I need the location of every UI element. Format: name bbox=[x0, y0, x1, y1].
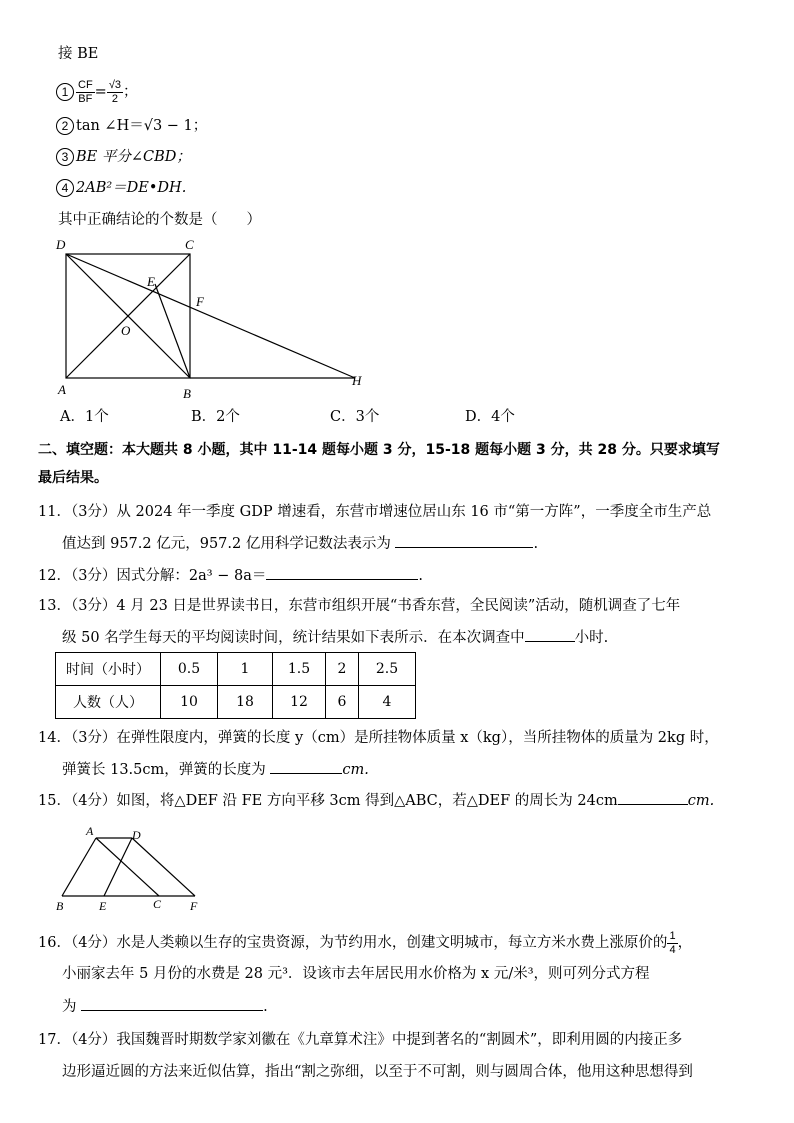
label-E: E bbox=[147, 274, 155, 289]
label-B: B bbox=[183, 386, 191, 401]
q11-line1: 11．（3分）从 2024 年一季度 GDP 增速看，东营市增速位居山东 16 市“第一方阵”，一季度全市生产总 bbox=[38, 504, 712, 520]
label-F: F bbox=[196, 294, 204, 309]
q14-answer-blank[interactable] bbox=[270, 759, 342, 774]
q10-statement-1: 1 $\frac{CF}{BF}$ = $\frac{√3}{2}$ ； bbox=[56, 77, 137, 107]
q10-question: 其中正确结论的个数是（ ） bbox=[58, 212, 261, 228]
table-cell: 4 bbox=[359, 686, 416, 719]
q13-line2: 级 50 名学生每天的平均阅读时间，统计结果如下表所示．在本次调查中 小时. bbox=[62, 627, 608, 648]
table-cell: 6 bbox=[326, 686, 359, 719]
circled-1-icon: 1 bbox=[56, 83, 74, 101]
q16-line3: 为 . bbox=[62, 996, 268, 1017]
q10-option-a: A．1个 bbox=[60, 409, 109, 425]
table-cell: 2.5 bbox=[359, 653, 416, 686]
table-row bbox=[56, 686, 416, 719]
q15-answer-blank[interactable] bbox=[618, 790, 688, 805]
label-F: F bbox=[190, 899, 198, 913]
table-row-label: 人数（人） bbox=[56, 686, 161, 719]
label-C: C bbox=[185, 237, 194, 252]
fraction-root3-2: $\frac{√3}{2}$ bbox=[108, 78, 121, 105]
q10-option-d: D．4个 bbox=[465, 409, 515, 425]
table-cell: 12 bbox=[273, 686, 326, 719]
table-cell: 1 bbox=[218, 653, 273, 686]
q14-line2: 弹簧长 13.5cm，弹簧的长度为 cm. bbox=[62, 759, 369, 780]
table-cell: 1.5 bbox=[273, 653, 326, 686]
label-A: A bbox=[86, 824, 94, 838]
label-O: O bbox=[121, 323, 131, 338]
label-H: H bbox=[352, 373, 362, 388]
q13-data-table bbox=[55, 652, 416, 719]
q12-line: 12．（3分）因式分解：2a³ − 8a＝ . bbox=[38, 565, 423, 586]
q11-line2: 值达到 957.2 亿元，957.2 亿用科学记数法表示为 . bbox=[62, 533, 538, 554]
fraction-one-quarter: $\frac{1}{4}$ bbox=[669, 929, 676, 956]
q10-geometry-figure bbox=[50, 232, 380, 404]
circled-3-icon: 3 bbox=[56, 148, 74, 166]
label-E: E bbox=[99, 899, 107, 913]
q10-intro: 接 BE bbox=[58, 46, 99, 62]
circled-4-icon: 4 bbox=[56, 179, 74, 197]
section2-heading-line1: 二、填空题：本大题共 8 小题，其中 11-14 题每小题 3 分，15-18 题每小题 3 分，共 28 分。只要求填写 bbox=[38, 442, 720, 458]
table-cell: 0.5 bbox=[161, 653, 218, 686]
label-C: C bbox=[153, 897, 162, 911]
q10-option-b: B．2个 bbox=[191, 409, 240, 425]
q15-translation-figure bbox=[52, 822, 212, 914]
q10-option-c: C．3个 bbox=[330, 409, 380, 425]
q11-answer-blank[interactable] bbox=[395, 533, 533, 548]
q13-line1: 13．（3分）4 月 23 日是世界读书日，东营市组织开展“书香东营，全民阅读”活动，随机调查了七年 bbox=[38, 598, 681, 614]
table-header-label: 时间（小时） bbox=[56, 653, 161, 686]
q12-answer-blank[interactable] bbox=[266, 565, 418, 580]
section2-heading-line2: 最后结果。 bbox=[38, 470, 108, 486]
q16-line1: 16．（4分）水是人类赖以生存的宝贵资源，为节约用水，创建文明城市，每立方米水费上涨原价的 $\frac{1}{4}$ ， bbox=[38, 929, 693, 956]
circled-2-icon: 2 bbox=[56, 117, 74, 135]
label-A: A bbox=[58, 382, 66, 397]
q14-line1: 14．（3分）在弹性限度内，弹簧的长度 y（cm）是所挂物体质量 x（kg），当所挂物体的质量为 2kg 时， bbox=[38, 730, 719, 746]
table-cell: 2 bbox=[326, 653, 359, 686]
q17-line1: 17．（4分）我国魏晋时期数学家刘徽在《九章算术注》中提到著名的“割圆术”，即利用圆的内接正多 bbox=[38, 1032, 683, 1048]
table-cell: 18 bbox=[218, 686, 273, 719]
table-cell: 10 bbox=[161, 686, 218, 719]
fraction-cf-bf: $\frac{CF}{BF}$ bbox=[78, 78, 93, 105]
q16-line2: 小丽家去年 5 月份的水费是 28 元³．设该市去年居民用水价格为 x 元/米³，则可列分式方程 bbox=[62, 966, 650, 982]
label-D: D bbox=[56, 237, 66, 252]
q16-answer-blank[interactable] bbox=[81, 996, 263, 1011]
label-B: B bbox=[56, 899, 64, 913]
q10-statement-4: 4 2AB²＝DE•DH. bbox=[56, 178, 186, 198]
q13-answer-blank[interactable] bbox=[525, 627, 575, 642]
label-D: D bbox=[132, 828, 141, 842]
table-row bbox=[56, 653, 416, 686]
q15-line: 15．（4分）如图，将△DEF 沿 FE 方向平移 3cm 得到△ABC，若△DEF 的周长为 24cm cm. bbox=[38, 790, 714, 811]
q10-statement-2: 2 tan ∠H＝√3 − 1； bbox=[56, 116, 207, 136]
q17-line2: 边形逼近圆的方法来近似估算，指出“割之弥细，以至于不可割，则与圆周合体，他用这种思想得到 bbox=[62, 1064, 693, 1080]
q10-statement-3: 3 BE 平分∠CBD； bbox=[56, 147, 191, 167]
